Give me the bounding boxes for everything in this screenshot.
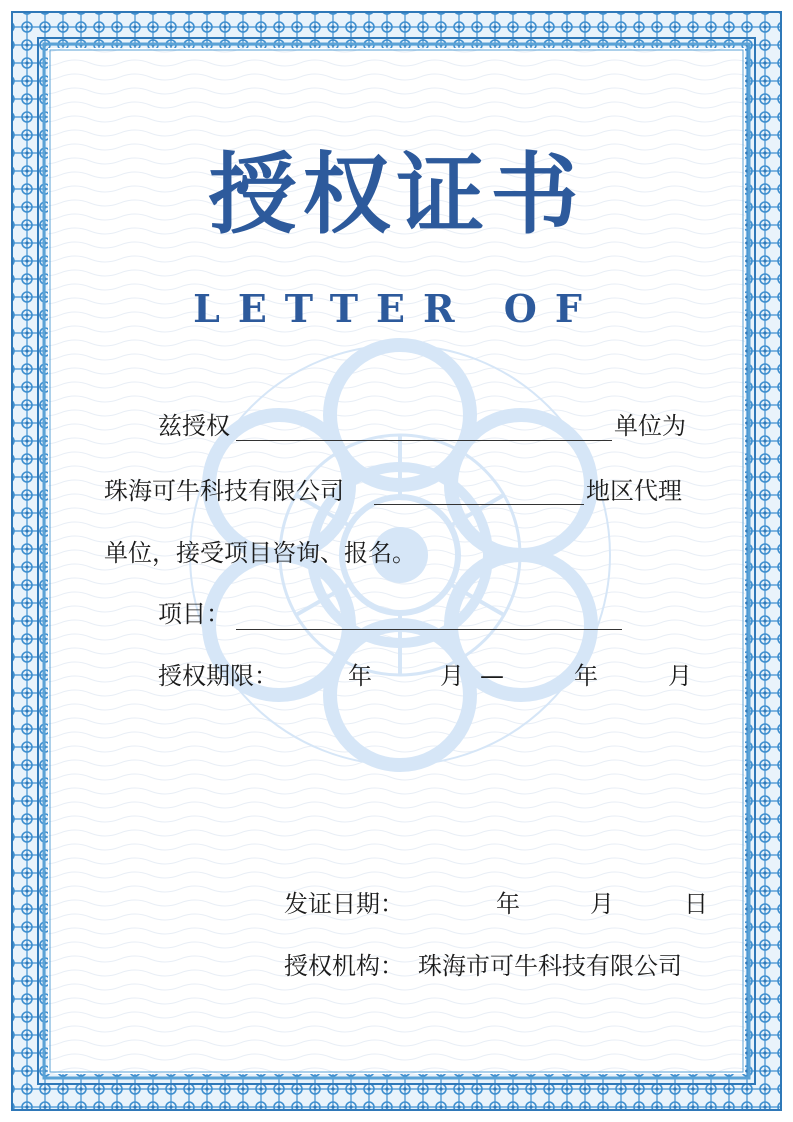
- period-year-start: 年: [348, 662, 372, 690]
- period-dash: —: [480, 662, 504, 690]
- period-label: 授权期限：: [158, 662, 278, 690]
- period-year-end: 年: [574, 662, 598, 690]
- issue-date-day: 日: [684, 890, 708, 918]
- issue-date-month: 月: [590, 890, 614, 918]
- issue-date-year: 年: [496, 890, 520, 918]
- line2-prefix: 珠海可牛科技有限公司: [104, 477, 344, 505]
- certificate-title: 授权证书: [208, 142, 585, 246]
- certificate-subtitle: LETTER OF: [193, 286, 600, 331]
- period-month-end: 月: [668, 662, 692, 690]
- period-month-start: 月: [440, 662, 464, 690]
- issue-date-label: 发证日期：: [284, 890, 404, 918]
- org-name: 珠海市可牛科技有限公司: [418, 952, 682, 980]
- grantee-blank: [236, 440, 612, 441]
- line3-text: 单位，接受项目咨询、报名。: [104, 539, 416, 567]
- line1-suffix: 单位为: [614, 412, 686, 440]
- line1-prefix: 兹授权: [158, 412, 230, 440]
- line2-suffix: 地区代理: [586, 477, 682, 505]
- project-label: 项目：: [158, 600, 230, 628]
- project-blank: [236, 629, 622, 630]
- region-blank: [374, 504, 584, 505]
- org-label: 授权机构：: [284, 952, 404, 980]
